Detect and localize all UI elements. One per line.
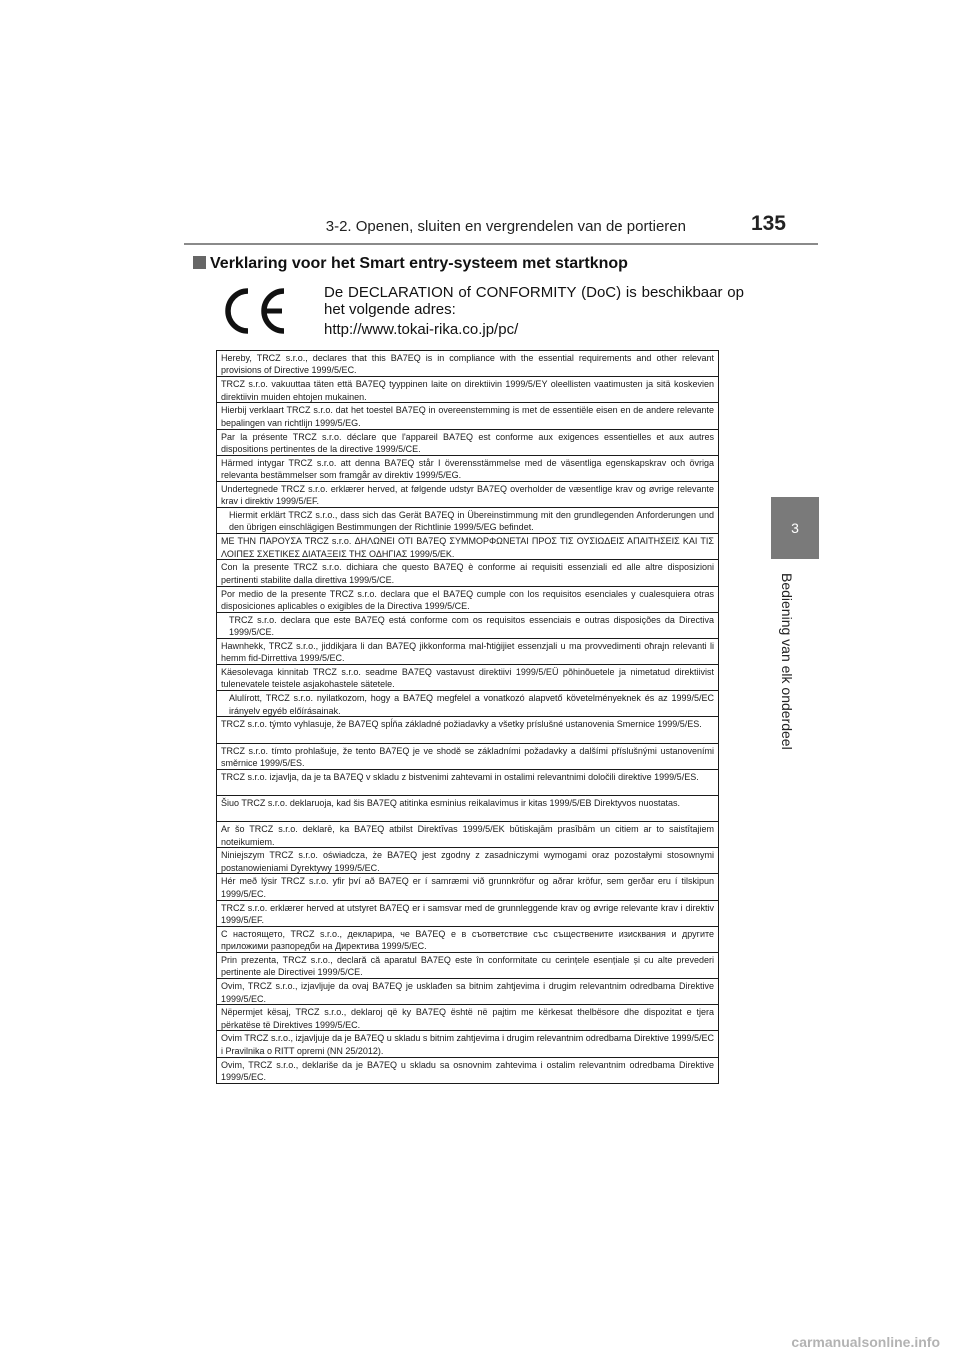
declaration-row: ΜΕ ΤΗΝ ΠΑΡΟΥΣΑ TRCZ s.r.o. ΔΗΛΩΝΕΙ ΟΤΙ BA7EQ ΣΥΜΜΟΡΦΩΝΕΤΑΙ ΠΡΟΣ ΤΙΣ ΟΥΣΙΩΔΕΙΣ ΑΠΑΙΤΗΣΕΙΣ ΚΑΙ ΤΙΣ ΛΟΙΠΕΣ ΣΧΕΤΙΚΕΣ ΔΙΑΤΑΞΕΙΣ ΤΗΣ ΟΔΗΓΙΑΣ 1999/5/ΕΚ. [217,534,718,560]
declaration-row: Ar šo TRCZ s.r.o. deklarē, ka BA7EQ atbilst Direktīvas 1999/5/EK būtiskajām prasībām un citiem ar to saistītajiem noteikumiem. [217,822,718,848]
section-heading [193,255,753,273]
declaration-row: Šiuo TRCZ s.r.o. deklaruoja, kad šis BA7EQ atitinka esminius reikalavimus ir kitas 1999/5/EB Direktyvos nuostatas. [217,796,718,822]
declarations-table [216,350,719,1084]
section-heading-text: Verklaring voor het Smart entry-systeem met startknop [210,255,628,272]
declaration-row: Ovim, TRCZ s.r.o., deklariše da je BA7EQ u skladu sa osnovnim zahtevima i ostalim relevantnim odredbama Direktive 1999/5/EC. [221,1059,714,1083]
declaration-row: Nëpermjet kësaj, TRCZ s.r.o., deklaroj që ky BA7EQ është në pajtim me kërkesat thelbësore dhe dispozitat e tjera përkatëse të Direktives 1999/5/EC. [217,1005,718,1031]
declaration-row: Alulírott, TRCZ s.r.o. nyilatkozom, hogy a BA7EQ megfelel a vonatkozó alapvető követelményeknek és az 1999/5/EC irányelv egyéb előírásainak. [217,691,718,717]
declaration-row: TRCZ s.r.o. tímto prohlašuje, že tento BA7EQ je ve shodě se základními požadavky a dalšími příslušnými ustanoveními směrnice 1999/5/ES. [217,744,718,770]
page-number: 135 [750,212,786,235]
doc-url-link[interactable]: http://www.tokai-rika.co.jp/pc/ [324,321,519,338]
declaration-row: Con la presente TRCZ s.r.o. dichiara che questo BA7EQ è conforme ai requisiti essenziali ed alle altre disposizioni pertinenti stabilite dalla direttiva 1999/5/CE. [217,560,718,586]
doc-availability-text: De DECLARATION of CONFORMITY (DoC) is beschikbaar op het volgende adres: [324,284,744,318]
declaration-row: Hér með lýsir TRCZ s.r.o. yfir því að BA7EQ er í samræmi við grunnkröfur og aðrar kröfur, sem gerðar eru í tilskipun 1999/5/EC. [217,874,718,900]
chapter-tab-label: Bediening van elk onderdeel [779,573,795,750]
declaration-row: TRCZ s.r.o. vakuuttaa täten että BA7EQ tyyppinen laite on direktiivin 1999/5/EY oleellisten vaatimusten ja sitä koskevien direktiivin muiden ehtojen mukainen. [217,377,718,403]
declaration-row: Undertegnede TRCZ s.r.o. erklærer herved, at følgende udstyr BA7EQ overholder de væsentlige krav og øvrige relevante krav i direktiv 1999/5/EF. [217,482,718,508]
chapter-tab[interactable] [771,497,819,559]
declaration-row: Hawnhekk, TRCZ s.r.o., jiddikjara li dan BA7EQ jikkonforma mal-ħtiġijiet essenzjali u ma provvedimenti oħrajn relevanti li hemm fid-Dirrettiva 1999/5/EC. [217,639,718,665]
chapter-title: 3-2. Openen, sluiten en vergrendelen van de portieren [325,218,686,235]
declaration-row: Prin prezenta, TRCZ s.r.o., declară că aparatul BA7EQ este în conformitate cu cerințele esențiale și cu alte prevederi pertinente ale Directivei 1999/5/CE. [217,953,718,979]
declaration-row: TRCZ s.r.o. izjavlja, da je ta BA7EQ v skladu z bistvenimi zahtevami in ostalimi relevantnimi določili direktive 1999/5/ES. [217,770,718,796]
header-divider [184,243,818,245]
heading-square-icon [193,256,206,269]
site-watermark: carmanualsonline.info [791,1334,940,1350]
declaration-row: Niniejszym TRCZ s.r.o. oświadcza, że BA7EQ jest zgodny z zasadniczymi wymogami oraz pozostałymi stosownymi postanowieniami Dyrektywy 1999/5/EC. [217,848,718,874]
declaration-row: Par la présente TRCZ s.r.o. déclare que l'appareil BA7EQ est conforme aux exigences essentielles et aux autres dispositions pertinentes de la directive 1999/5/CE. [217,430,718,456]
declaration-row: С настоящето, TRCZ s.r.o., декларира, че BA7EQ е в съответствие със съществените изисквания и другите приложими разпоредби на Директива 1999/5/ЕС. [217,927,718,953]
declaration-row: Hereby, TRCZ s.r.o., declares that this BA7EQ is in compliance with the essential requirements and other relevant provisions of Directive 1999/5/EC. [217,351,718,377]
declaration-row: Hiermit erklärt TRCZ s.r.o., dass sich das Gerät BA7EQ in Übereinstimmung mit den grundlegenden Anforderungen und den übrigen einschlägigen Bestimmungen der Richtlinie 1999/5/EG befindet. [217,508,718,534]
declaration-row: TRCZ s.r.o. týmto vyhlasuje, že BA7EQ spĺňa základné požiadavky a všetky príslušné ustanovenia Smernice 1999/5/ES. [217,717,718,743]
ce-mark-logo [222,285,288,337]
declaration-row: Käesolevaga kinnitab TRCZ s.r.o. seadme BA7EQ vastavust direktiivi 1999/5/EÜ põhinõuetele ja nimetatud direktiivist tulenevatele teistele asjakohastele sätetele. [217,665,718,691]
declaration-row: Por medio de la presente TRCZ s.r.o. declara que el BA7EQ cumple con los requisitos esenciales y cualesquiera otras disposiciones aplicables o exigibles de la Directiva 1999/5/CE. [217,587,718,613]
declaration-row: TRCZ s.r.o. declara que este BA7EQ está conforme com os requisitos essenciais e outras disposições da Directiva 1999/5/CE. [217,613,718,639]
declaration-row: Ovim, TRCZ s.r.o., izjavljuje da ovaj BA7EQ je usklađen sa bitnim zahtjevima i drugim relevantnim odredbama Direktive 1999/5/EC. [217,979,718,1005]
declaration-row: TRCZ s.r.o. erklærer herved at utstyret BA7EQ er i samsvar med de grunnleggende krav og øvrige relevante krav i direktiv 1999/5/EF. [217,901,718,927]
declaration-row: Hierbij verklaart TRCZ s.r.o. dat het toestel BA7EQ in overeenstemming is met de essentiële eisen en de andere relevante bepalingen van richtlijn 1999/5/EG. [217,403,718,429]
declaration-row: Ovim TRCZ s.r.o., izjavljuje da je BA7EQ u skladu s bitnim zahtjevima i drugim relevantnim odredbama Direktive 1999/5/EC i Pravilnika o RITT opremi (NN 25/2012). [217,1031,718,1057]
chapter-tab-number: 3 [791,520,799,536]
declaration-row: Härmed intygar TRCZ s.r.o. att denna BA7EQ står I överensstämmelse med de väsentliga egenskapskrav och övriga relevanta bestämmelser som framgår av direktiv 1999/5/EG. [217,456,718,482]
